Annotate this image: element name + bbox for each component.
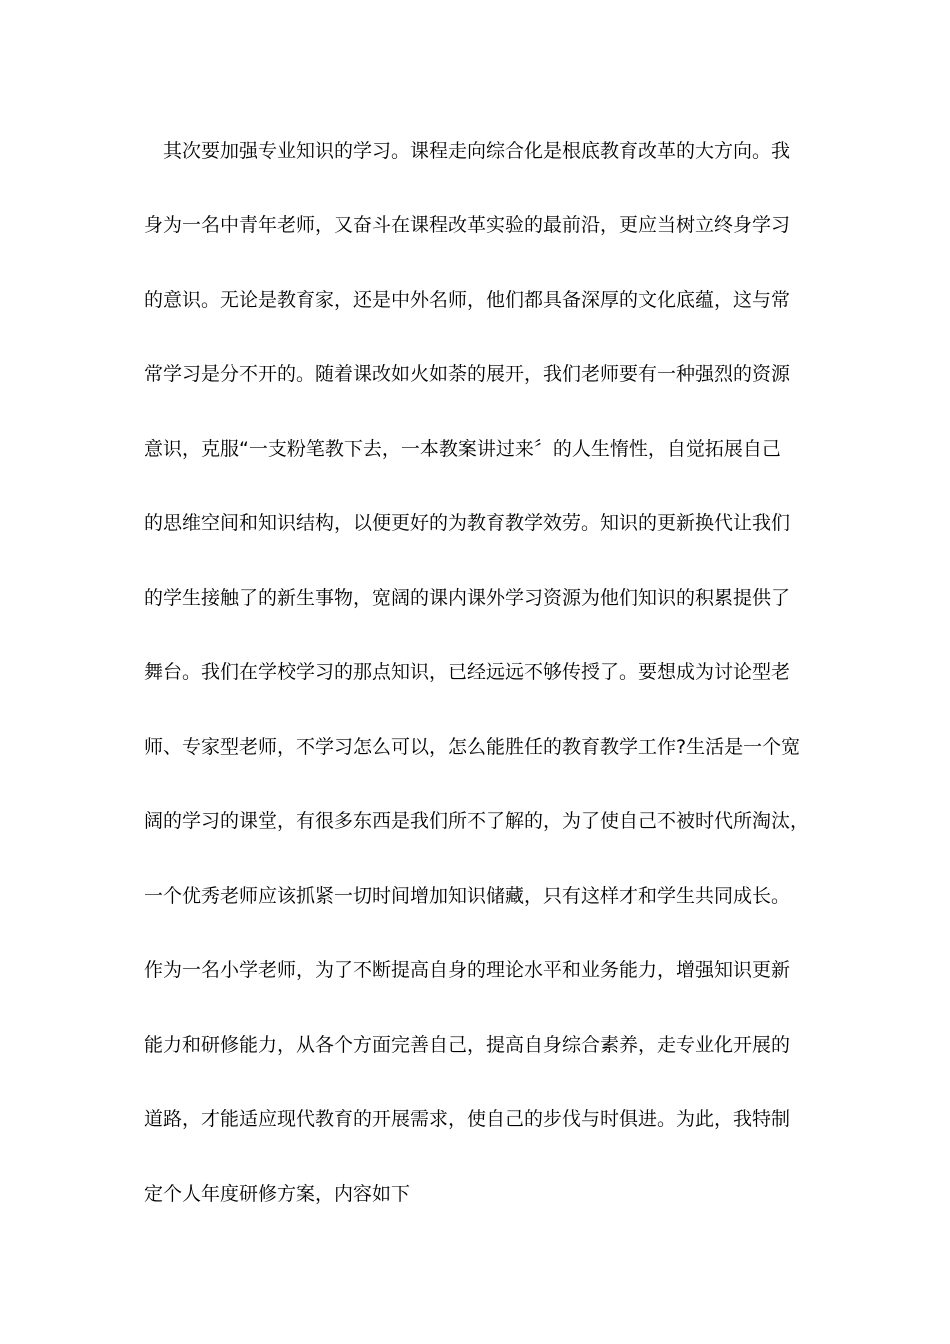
paragraph-1-line-7: 的学生接触了的新生事物，宽阔的课内课外学习资源为他们知识的积累提供了	[144, 587, 791, 609]
paragraph-2-line-1: 作为一名小学老师，为了不断提高自身的理论水平和业务能力，增强知识更新	[144, 959, 791, 981]
paragraph-1-line-2: 身为一名中青年老师，又奋斗在课程改革实验的最前沿，更应当树立终身学习	[144, 214, 791, 236]
paragraph-2-line-2: 能力和研修能力，从各个方面完善自己，提高自身综合素养，走专业化开展的	[144, 1034, 791, 1056]
paragraph-1-line-5: 意识，克服“一支粉笔教下去，一本教案讲过来〞的人生惰性，自觉拓展自己	[144, 438, 781, 460]
paragraph-2-line-3: 道路，才能适应现代教育的开展需求，使自己的步伐与时俱进。为此，我特制	[144, 1108, 791, 1130]
paragraph-1-line-8: 舞台。我们在学校学习的那点知识，已经远远不够传授了。要想成为讨论型老	[144, 661, 791, 683]
paragraph-1-line-4: 常学习是分不开的。随着课改如火如荼的展开，我们老师要有一种强烈的资源	[144, 363, 791, 385]
paragraph-1-line-3: 的意识。无论是教育家，还是中外名师，他们都具备深厚的文化底蕴，这与常	[144, 289, 791, 311]
paragraph-1-line-11: 一个优秀老师应该抓紧一切时间增加知识储藏，只有这样才和学生共同成长。	[144, 885, 791, 907]
paragraph-1-line-9: 师、专家型老师，不学习怎么可以，怎么能胜任的教育教学工作?生活是一个宽	[144, 736, 801, 758]
paragraph-1-line-10: 阔的学习的课堂，有很多东西是我们所不了解的，为了使自己不被时代所淘汰，	[144, 810, 810, 832]
paragraph-2-line-4: 定个人年度研修方案，内容如下	[144, 1183, 411, 1205]
paragraph-1-line-6: 的思维空间和知识结构，以便更好的为教育教学效劳。知识的更新换代让我们	[144, 512, 791, 534]
paragraph-1-line-1: 其次要加强专业知识的学习。课程走向综合化是根底教育改革的大方向。我	[163, 140, 791, 162]
